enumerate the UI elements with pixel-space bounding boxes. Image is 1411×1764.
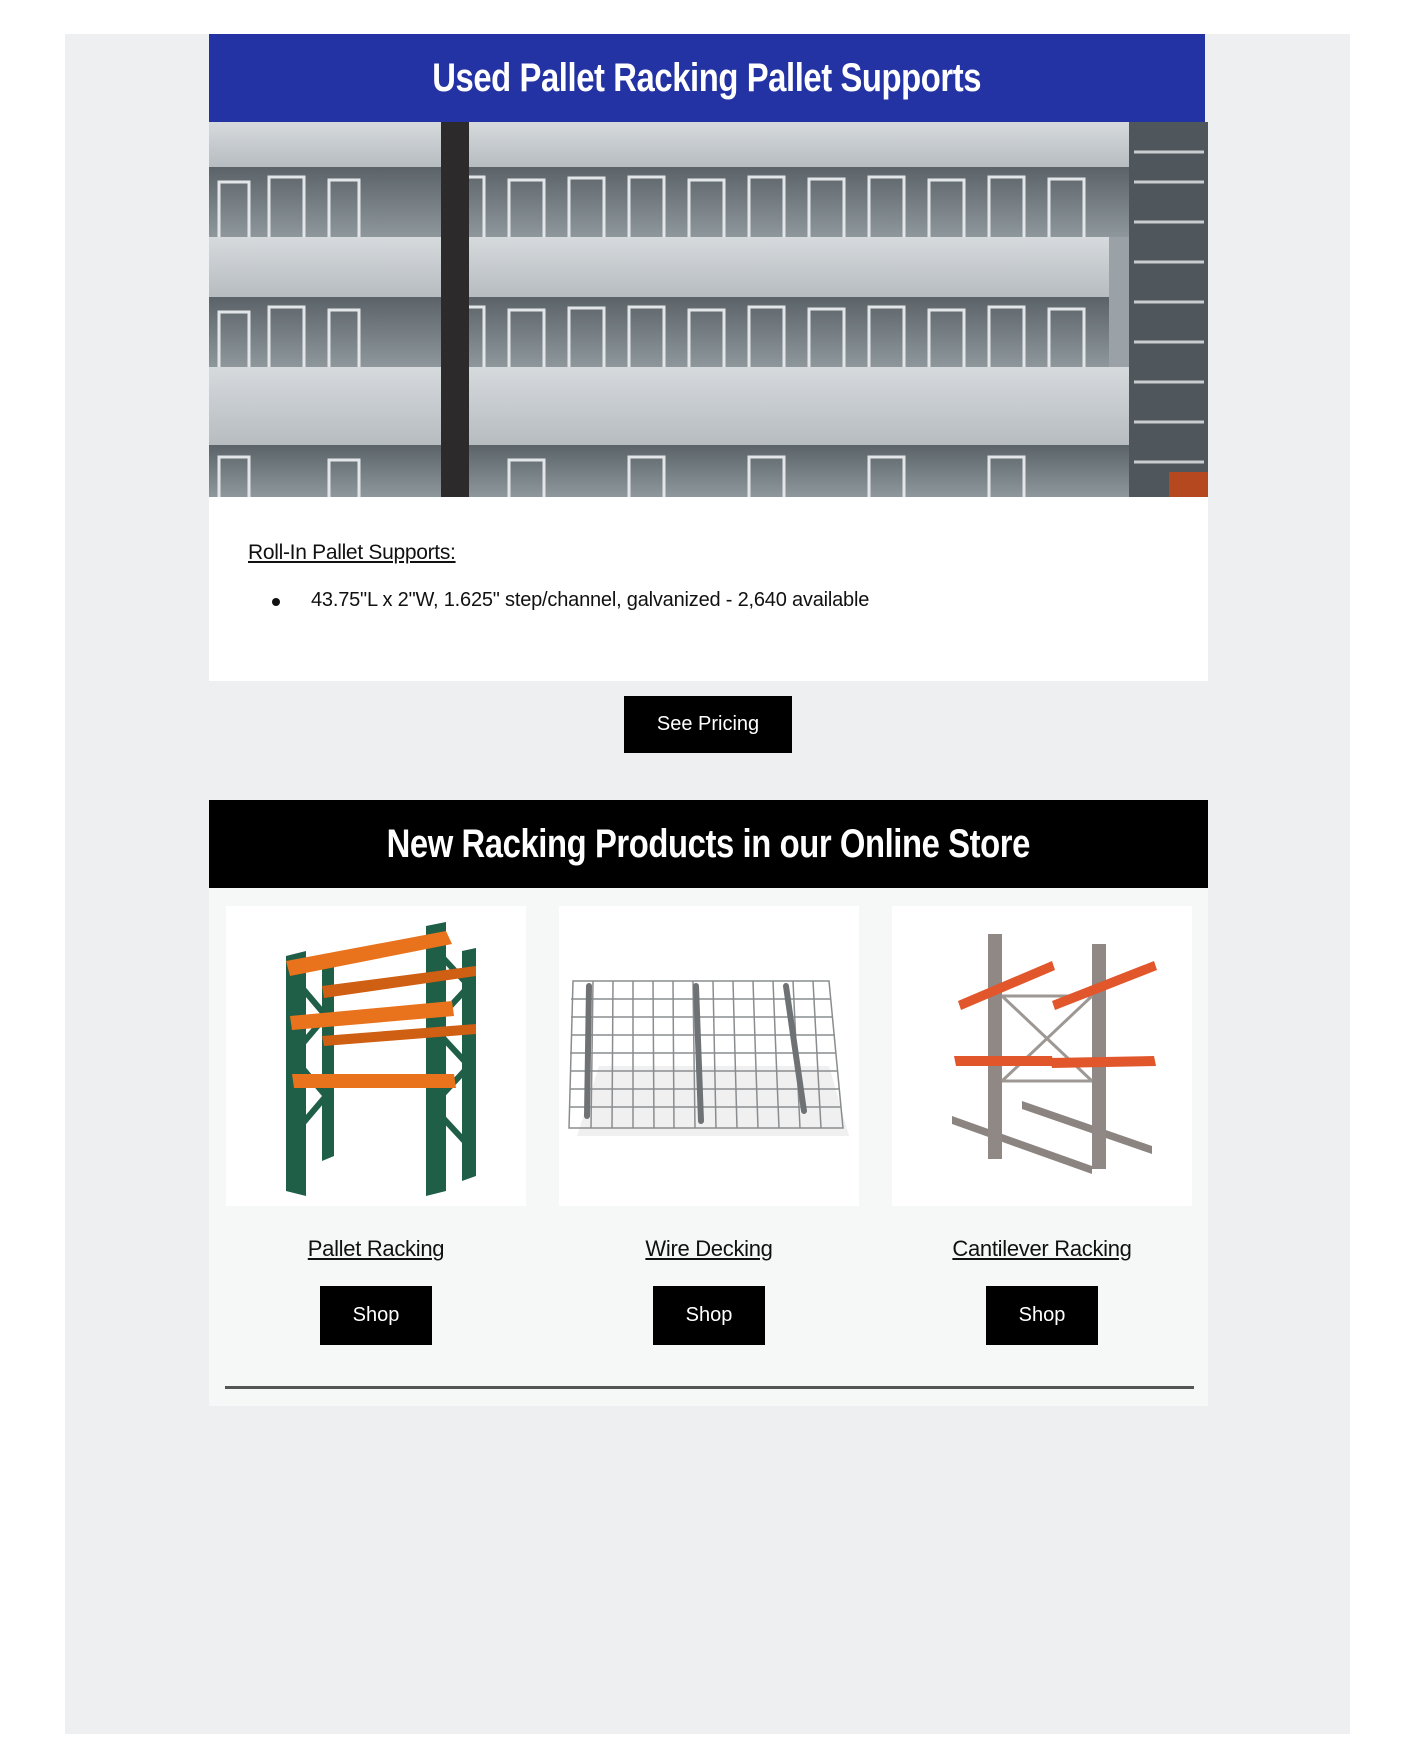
shop-button[interactable]: Shop <box>320 1286 432 1345</box>
product-link-pallet-racking[interactable]: Pallet Racking <box>307 1236 445 1261</box>
product-card-wire-decking <box>559 906 859 1345</box>
spec-list <box>272 589 869 612</box>
store-banner <box>209 800 1208 888</box>
product-card-cantilever-racking <box>892 906 1192 1345</box>
wire-decking-image[interactable] <box>559 906 859 1206</box>
page-title: Used Pallet Racking Pallet Supports <box>432 55 982 100</box>
store-panel <box>209 888 1208 1406</box>
product-card-pallet-racking <box>226 906 526 1345</box>
store-title: New Racking Products in our Online Store <box>386 821 1031 866</box>
list-item <box>272 589 869 612</box>
pallet-racking-image[interactable] <box>226 906 526 1206</box>
see-pricing-button[interactable]: See Pricing <box>624 696 792 753</box>
section-label: Roll-In Pallet Supports: <box>248 541 456 564</box>
product-link-wire-decking[interactable]: Wire Decking <box>645 1236 773 1261</box>
bullet-icon <box>272 598 280 606</box>
product-link-cantilever-racking[interactable]: Cantilever Racking <box>952 1236 1132 1261</box>
spec-text: 43.75"L x 2"W, 1.625" step/channel, galvanized - 2,640 available <box>311 589 870 611</box>
hero-image-pallet-supports <box>209 122 1208 497</box>
cantilever-racking-image[interactable] <box>892 906 1192 1206</box>
section-divider <box>225 1386 1194 1389</box>
header-banner <box>209 34 1205 122</box>
details-card <box>209 497 1208 681</box>
shop-button[interactable]: Shop <box>986 1286 1098 1345</box>
shop-button[interactable]: Shop <box>653 1286 765 1345</box>
